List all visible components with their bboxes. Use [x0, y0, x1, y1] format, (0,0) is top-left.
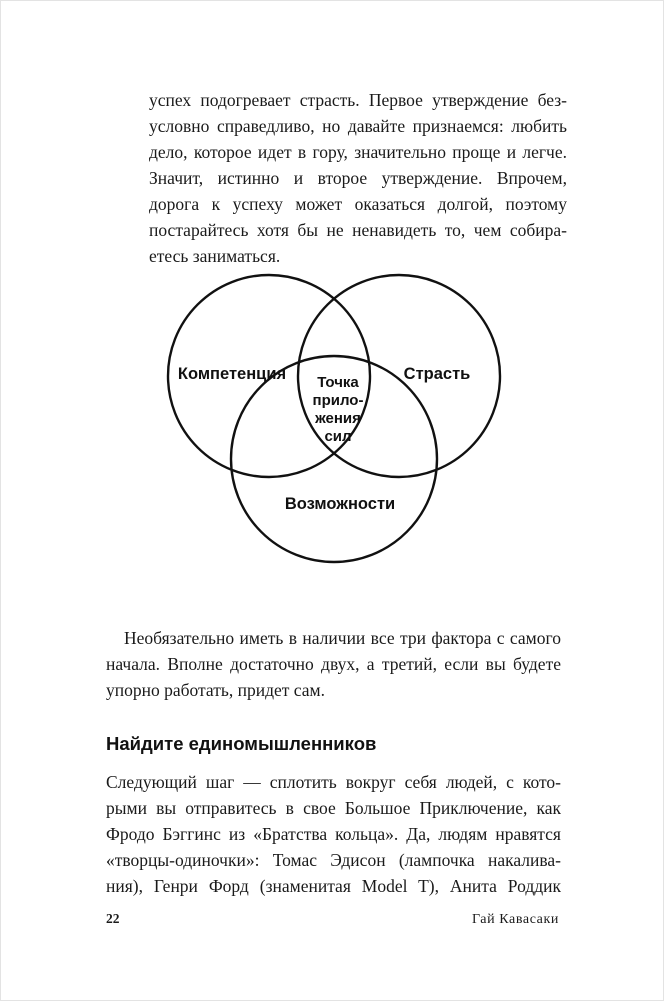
text-line: Фродо Бэггинс из «Братства кольца». Да, людям нравятся [106, 824, 561, 844]
text-line: успех подогревает страсть. Первое утверждение без- [149, 90, 567, 110]
text-line: дорога к успеху может оказаться долгой, поэтому [149, 194, 567, 214]
text-line: условно справедливо, но давайте признаемся: любить [149, 116, 567, 136]
text-line: Следующий шаг — сплотить вокруг себя людей, с кото- [106, 772, 561, 792]
section-heading: Найдите единомышленников [106, 733, 377, 754]
text-line: Значит, истинно и второе утверждение. Впрочем, [149, 168, 567, 188]
venn-center-label-line: сил [324, 428, 352, 445]
venn-label-passion: Страсть [403, 365, 471, 383]
venn-diagram [1, 269, 664, 591]
text-line: етесь заниматься. [149, 246, 281, 266]
text-line: дело, которое идет в гору, значительно проще и легче. [149, 142, 567, 162]
text-line: Необязательно иметь в наличии все три фактора с самого [124, 628, 561, 648]
paragraph [106, 769, 561, 899]
text-line: ния), Генри Форд (знаменитая Model T), Анита Роддик [106, 876, 561, 896]
venn-center-label-line: прило- [312, 392, 364, 409]
venn-label-opportunities: Возможности [284, 495, 396, 513]
venn-center-label-line: Точка [317, 374, 359, 391]
intro-paragraph [149, 87, 567, 269]
text-line: рыми вы отправитесь в свое Большое Приключение, как [106, 798, 561, 818]
paragraph [106, 625, 561, 703]
text-line: упорно работать, придет сам. [106, 680, 325, 700]
page-number: 22 [106, 911, 120, 926]
running-author: Гай Кавасаки [471, 912, 559, 927]
text-line: постарайтесь хотя бы не ненавидеть то, чем собира- [149, 220, 567, 240]
venn-center-label-line: жения [315, 410, 361, 427]
page-footer [106, 911, 559, 928]
venn-label-competence: Компетенция [177, 365, 287, 383]
text-line: начала. Вполне достаточно двух, а третий, если вы будете [106, 654, 561, 674]
text-line: «творцы-одиночки»: Томас Эдисон (лампочка накалива- [106, 850, 561, 870]
